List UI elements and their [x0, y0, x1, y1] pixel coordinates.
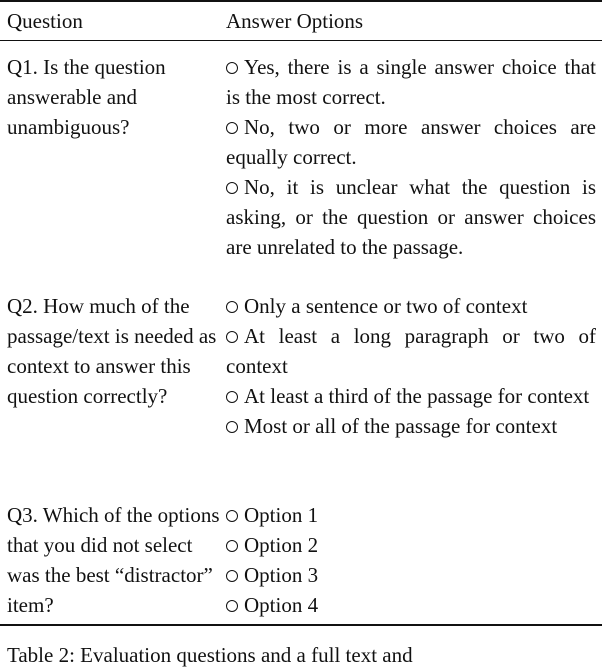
options-q1: [226, 52, 596, 262]
radio-icon[interactable]: [226, 122, 238, 134]
table-caption: Table 2: Evaluation questions and a full text and: [7, 643, 413, 667]
header-question: Question: [7, 9, 83, 33]
option-label: Yes, there is a single answer choice that is the most correct.: [226, 55, 596, 109]
option-item: [226, 321, 596, 381]
option-item: [226, 411, 596, 441]
radio-icon[interactable]: [226, 182, 238, 194]
table-header-rule: [0, 40, 602, 41]
option-item: [226, 52, 596, 112]
table-top-rule: [0, 0, 602, 2]
header-answer-options: Answer Options: [226, 9, 364, 33]
radio-icon[interactable]: [226, 391, 238, 403]
option-item: [226, 530, 596, 560]
option-label: At least a third of the passage for context: [244, 384, 590, 408]
radio-icon[interactable]: [226, 600, 238, 612]
radio-icon[interactable]: [226, 331, 238, 343]
option-item: [226, 291, 596, 321]
options-q3: [226, 500, 596, 620]
radio-icon[interactable]: [226, 62, 238, 74]
option-label: At least a long paragraph or two of context: [226, 324, 596, 378]
radio-icon[interactable]: [226, 540, 238, 552]
radio-icon[interactable]: [226, 301, 238, 313]
option-label: Option 1: [244, 503, 319, 527]
option-label: Option 4: [244, 593, 319, 617]
option-label: Option 3: [244, 563, 319, 587]
option-item: [226, 172, 596, 262]
radio-icon[interactable]: [226, 570, 238, 582]
question-q1: Q1. Is the question answerable and unambiguous?: [7, 55, 166, 139]
option-label: No, it is unclear what the question is asking, or the question or answer choices are unrelated to the passage.: [226, 175, 596, 259]
radio-icon[interactable]: [226, 421, 238, 433]
option-item: [226, 590, 596, 620]
question-q2: Q2. How much of the passage/text is needed as context to answer this question correctly?: [7, 294, 217, 408]
radio-icon[interactable]: [226, 510, 238, 522]
option-label: Most or all of the passage for context: [244, 414, 558, 438]
table-bottom-rule: [0, 624, 602, 626]
option-item: [226, 112, 596, 172]
question-q3: Q3. Which of the options that you did not select was the best “distractor” item?: [7, 503, 220, 617]
option-label: No, two or more answer choices are equally correct.: [226, 115, 596, 169]
option-item: [226, 500, 596, 530]
options-q2: [226, 291, 596, 441]
option-item: [226, 560, 596, 590]
option-item: [226, 381, 596, 411]
option-label: Option 2: [244, 533, 319, 557]
option-label: Only a sentence or two of context: [244, 294, 528, 318]
